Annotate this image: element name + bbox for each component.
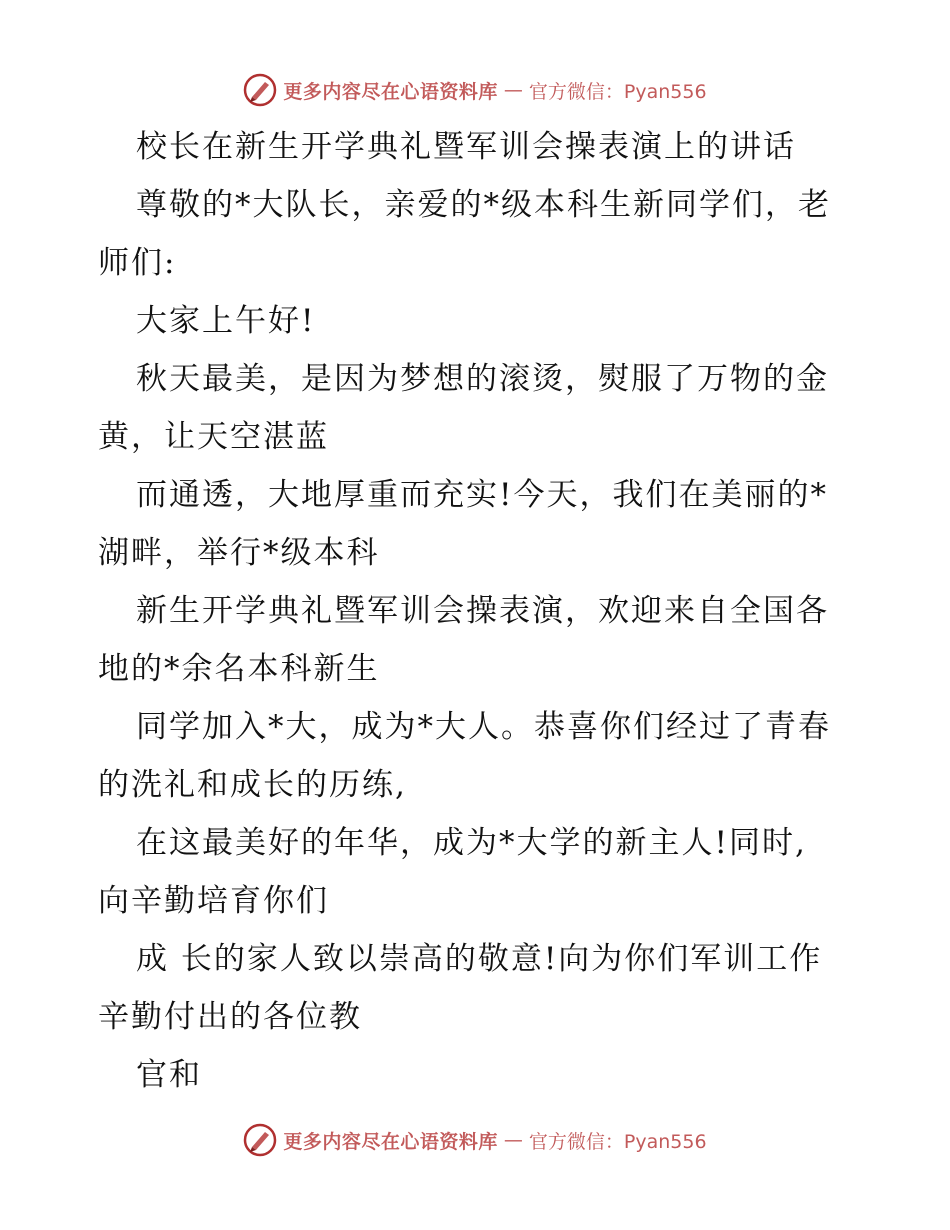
document-body <box>98 118 858 1104</box>
text-line: 向辛勤培育你们 <box>98 883 329 919</box>
text-line: 地的*余名本科新生 <box>98 651 380 687</box>
footer-watermark-banner <box>0 1120 950 1160</box>
pen-logo-icon <box>243 1123 277 1157</box>
text-line: 湖畔，举行*级本科 <box>98 535 380 571</box>
text-line: 新生开学典礼暨军训会操表演，欢迎来自全国各 <box>136 593 829 629</box>
document-title: 校长在新生开学典礼暨军训会操表演上的讲话 <box>136 129 796 165</box>
banner-separator: — <box>503 79 523 101</box>
text-line: 秋天最美，是因为梦想的滚烫，熨服了万物的金 <box>136 361 829 397</box>
banner-text: 更多内容尽在心语资料库 <box>283 1130 498 1153</box>
text-line: 成 长的家人致以崇高的敬意!向为你们军训工作 <box>136 941 823 977</box>
text-line: 大家上午好! <box>136 303 316 339</box>
text-line: 师们: <box>98 245 177 281</box>
text-line: 黄，让天空湛蓝 <box>98 419 329 455</box>
banner-wechat: 官方微信：Pyan556 <box>528 1130 707 1153</box>
header-watermark-banner <box>0 70 950 110</box>
text-line: 的洗礼和成长的历练, <box>98 767 407 803</box>
text-line: 官和 <box>136 1057 202 1093</box>
banner-wechat: 官方微信：Pyan556 <box>528 80 707 103</box>
pen-logo-icon <box>243 73 277 107</box>
text-line: 辛勤付出的各位教 <box>98 999 362 1035</box>
text-line: 在这最美好的年华，成为*大学的新主人!同时, <box>136 825 807 861</box>
text-line: 尊敬的*大队长，亲爱的*级本科生新同学们，老 <box>136 187 831 223</box>
banner-separator: — <box>503 1129 523 1151</box>
text-line: 同学加入*大，成为*大人。恭喜你们经过了青春 <box>136 709 831 745</box>
banner-text: 更多内容尽在心语资料库 <box>283 80 498 103</box>
text-line: 而通透，大地厚重而充实!今天，我们在美丽的* <box>136 477 828 513</box>
